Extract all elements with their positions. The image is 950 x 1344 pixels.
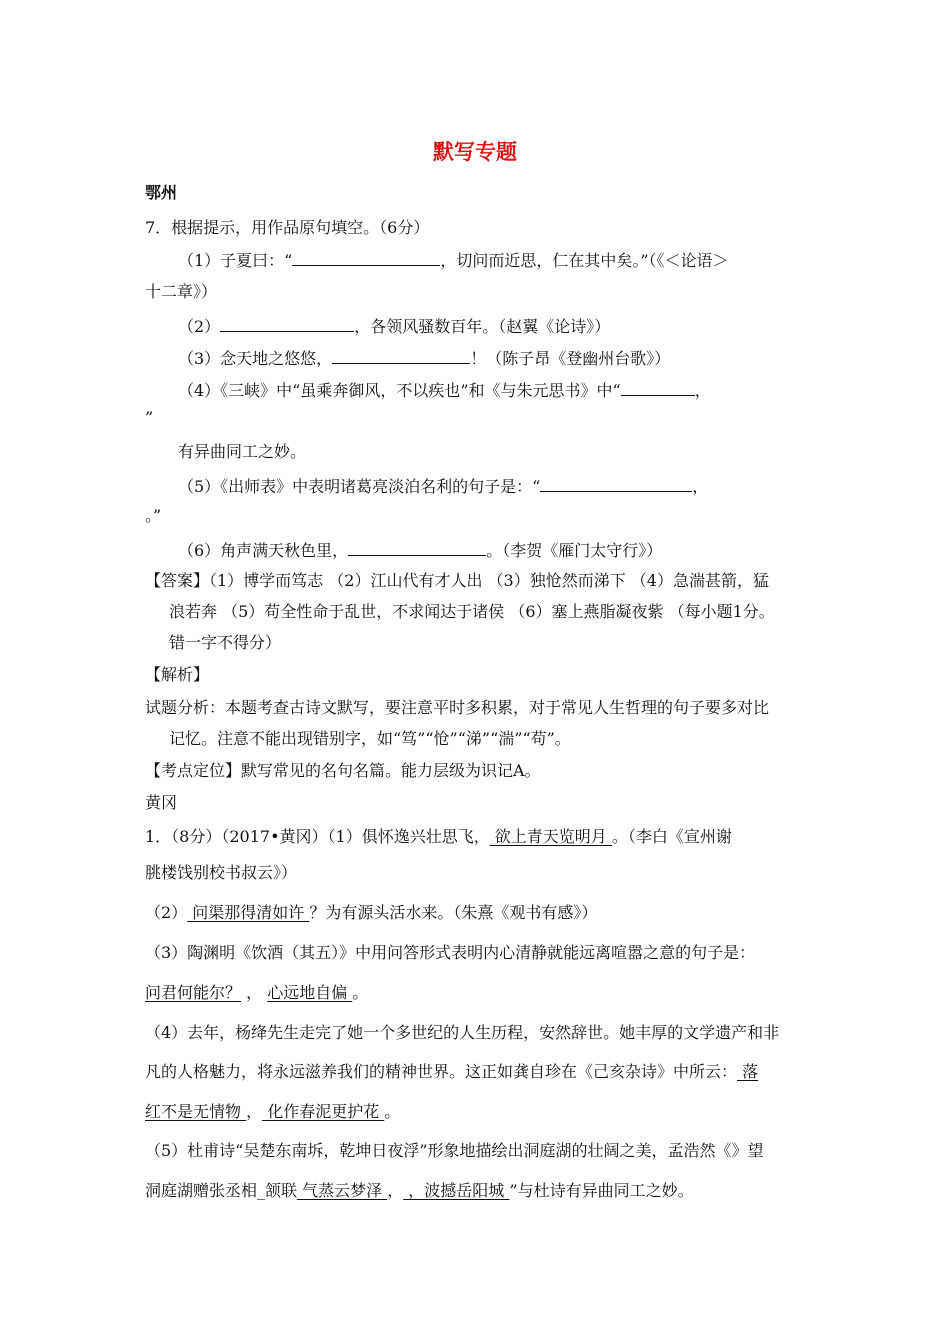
q1-line-4: （3）陶渊明《饮酒（其五）》中用问答形式表明内心清静就能远离喧嚣之意的句子是： <box>145 943 756 962</box>
analysis-line-1: 试题分析：本题考查古诗文默写，要注意平时多积累，对于常见人生哲理的句子要多对比 <box>145 698 770 717</box>
fill-blank <box>332 346 470 364</box>
analysis-heading: 【解析】 <box>145 665 210 684</box>
answer-line-3: 错一字不得分） <box>169 633 282 652</box>
q7-item-5: （5）《出师表》中表明诸葛亮淡泊名利的句子是：“ ， <box>178 474 708 499</box>
q7-item-4-cont: 有异曲同工之妙。 <box>178 442 307 461</box>
q1-line-6: （4）去年，杨绛先生走完了她一个多世纪的人生历程，安然辞世。她丰厚的文学遗产和非 <box>145 1023 780 1042</box>
fill-blank <box>348 538 486 556</box>
q1-line-9: （5）杜甫诗“吴楚东南坼，乾坤日夜浮”形象地描绘出洞庭湖的壮阔之美，孟浩然《》望 <box>145 1141 764 1160</box>
q7-item-1: （1）子夏曰：“ ，切问而近思，仁在其中矣。”（《＜论语＞ <box>178 248 729 273</box>
fill-blank <box>292 248 440 266</box>
fill-blank <box>220 314 354 332</box>
q7-item-5-cont: 。” <box>145 506 162 525</box>
fill-blank <box>621 378 695 396</box>
page-title: 默写专题 <box>433 140 517 164</box>
q7-item-3: （3）念天地之悠悠， ！（陈子昂《登幽州台歌》） <box>178 346 670 371</box>
section-heading-ezhou: 鄂州 <box>145 183 178 202</box>
analysis-line-2: 记忆。注意不能出现错别字，如“笃”“怆”“涕”“湍”“苟”。 <box>169 729 571 748</box>
q7-item-4-quote: ” <box>145 408 154 427</box>
section-heading-huanggang: 黄冈 <box>145 793 178 812</box>
q7-item-6: （6）角声满天秋色里， 。（李贺《雁门太守行》） <box>178 538 662 563</box>
q7-item-4: （4）《三峡》中“虽乘奔御风，不以疾也”和《与朱元思书》中“ ， <box>178 378 711 403</box>
q1-line-7: 凡的人格魅力，将永远滋养我们的精神世界。这正如龚自珍在《己亥杂诗》中所云： 落 <box>145 1062 759 1081</box>
q1-line-8: 红不是无情物 ， 化作春泥更护花 。 <box>145 1102 401 1121</box>
question-7-stem: 7．根据提示，用作品原句填空。（6分） <box>145 218 430 237</box>
exam-point: 【考点定位】默写常见的名句名篇。能力层级为识记A。 <box>145 761 541 780</box>
q1-line-1: 1．（8分）（2017•黄冈）（1）俱怀逸兴壮思飞， 欲上青天览明月 。（李白《宣州谢 <box>145 827 732 846</box>
q1-line-10: 洞庭湖赠张丞相_颔联 气蒸云梦泽 ， ，波撼岳阳城 ”与杜诗有异曲同工之妙。 <box>145 1181 694 1200</box>
q1-line-5: 问君何能尔？ ， 心远地自偏 。 <box>145 983 369 1002</box>
q1-line-2: 朓楼饯别校书叔云》） <box>145 863 298 882</box>
answer-line-2: 浪若奔 （5）苟全性命于乱世，不求闻达于诸侯 （6）塞上燕脂凝夜紫 （每小题1分。 <box>169 602 775 621</box>
answer-line-1: 【答案】（1）博学而笃志 （2）江山代有才人出 （3）独怆然而涕下 （4）急湍甚箭，猛 <box>145 571 769 590</box>
q7-item-2: （2） ，各领风骚数百年。（赵翼《论诗》） <box>178 314 610 339</box>
q1-line-3: （2） 问渠那得清如许 ？为有源头活水来。（朱熹《观书有感》） <box>145 903 598 922</box>
q7-item-1-cont: 十二章》） <box>145 282 218 301</box>
fill-blank <box>540 474 692 492</box>
